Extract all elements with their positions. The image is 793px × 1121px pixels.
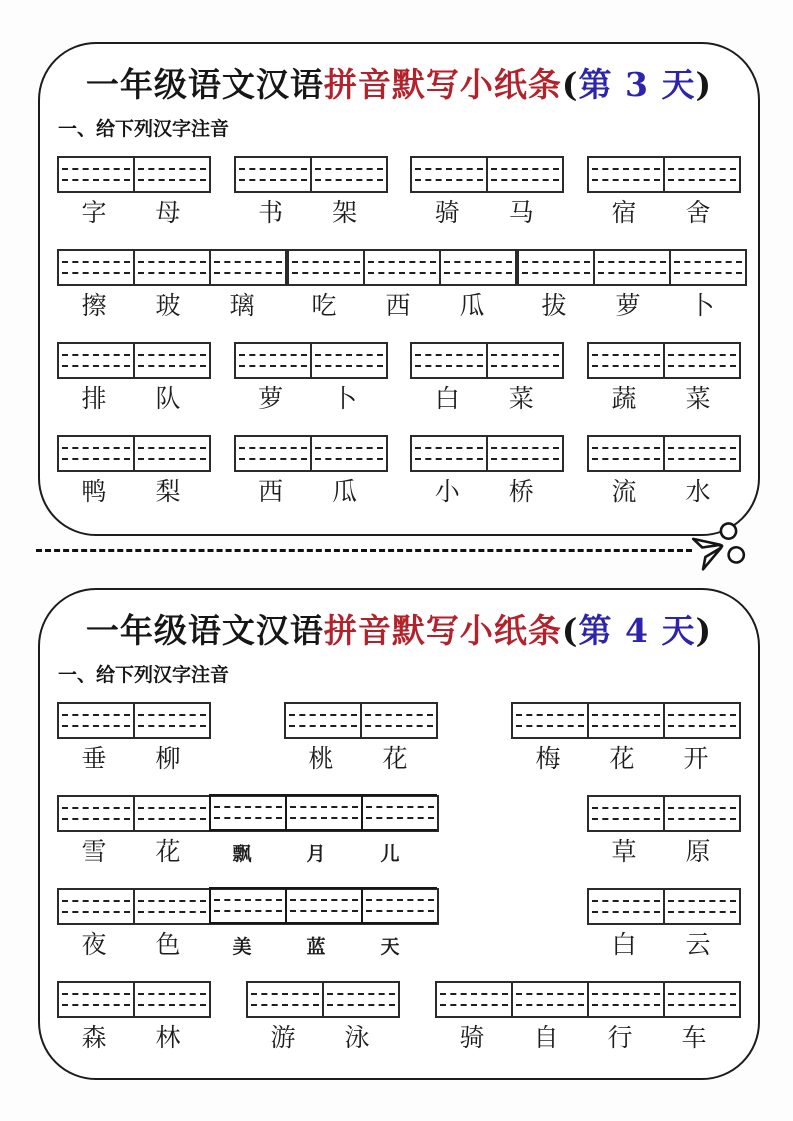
word-char: 白 (611, 930, 637, 960)
title-prefix: 一年级语文汉语 (85, 65, 324, 104)
pinyin-cell (360, 704, 436, 737)
word-char: 桃 (308, 744, 334, 774)
word-char: 瓜 (459, 291, 485, 321)
pinyin-cell (286, 704, 360, 737)
pinyin-cell (133, 704, 209, 737)
pinyin-box (57, 702, 211, 739)
word-unit (511, 702, 741, 774)
word-chars (287, 291, 517, 321)
pinyin-box (234, 156, 388, 193)
pinyin-cell (412, 437, 486, 470)
word-char: 梅 (535, 744, 561, 774)
pinyin-cell (59, 983, 133, 1016)
pinyin-cell (133, 344, 209, 377)
word-char: 自 (533, 1023, 559, 1053)
pinyin-cell (133, 983, 209, 1016)
word-char: 白 (434, 384, 460, 414)
word-chars (587, 930, 741, 960)
pinyin-box (587, 342, 741, 379)
pinyin-cell (59, 704, 133, 737)
word-chars (234, 384, 388, 414)
pinyin-box (57, 981, 211, 1018)
title-day: 第 3 天 (578, 65, 696, 104)
slip-day-4 (38, 588, 760, 1080)
pinyin-cell (663, 797, 739, 830)
word-unit (287, 249, 517, 321)
slip-day-3 (38, 42, 760, 536)
title-paren-close: ) (695, 611, 713, 650)
word-char: 队 (155, 384, 181, 414)
word-char: 草 (611, 837, 637, 867)
word-char: 排 (81, 384, 107, 414)
pinyin-cell (236, 437, 310, 470)
word-char: 花 (382, 744, 408, 774)
word-char: 飘 (232, 843, 252, 866)
title-highlight: 拼音默写小纸条 (323, 65, 562, 104)
word-char: 鸭 (81, 477, 107, 507)
word-unit (57, 888, 439, 960)
pinyin-cell (285, 889, 361, 922)
word-char: 字 (81, 198, 107, 228)
pinyin-cell (486, 344, 562, 377)
title-paren-open: ( (561, 65, 579, 104)
word-char: 儿 (380, 843, 400, 866)
pinyin-cell (363, 251, 439, 284)
word-char: 柳 (155, 744, 181, 774)
word-chars (57, 837, 439, 867)
word-char: 美 (232, 936, 252, 959)
pinyin-cell (59, 797, 133, 830)
word-char: 吃 (311, 291, 337, 321)
word-char: 西 (385, 291, 411, 321)
word-char: 色 (155, 930, 181, 960)
pinyin-cell (587, 704, 663, 737)
pinyin-cell (59, 437, 133, 470)
pinyin-cell (236, 344, 310, 377)
word-char: 流 (611, 477, 637, 507)
word-chars (57, 930, 439, 960)
word-chars (587, 384, 741, 414)
word-char: 蔬 (611, 384, 637, 414)
word-char: 西 (258, 477, 284, 507)
word-unit (234, 156, 388, 228)
word-unit (410, 156, 564, 228)
title-day: 第 4 天 (578, 611, 696, 650)
word-unit (234, 435, 388, 507)
pinyin-box (234, 435, 388, 472)
pinyin-cell (663, 158, 739, 191)
word-chars (587, 198, 741, 228)
word-chars (234, 198, 388, 228)
pinyin-cell (486, 158, 562, 191)
pinyin-cell (519, 251, 593, 284)
cut-line (36, 549, 692, 552)
word-char: 游 (270, 1023, 296, 1053)
word-char: 蓝 (306, 936, 326, 959)
pinyin-cell (310, 158, 386, 191)
word-char: 萝 (615, 291, 641, 321)
word-chars (57, 198, 211, 228)
pinyin-box (287, 249, 517, 286)
word-chars (57, 477, 211, 507)
word-char: 花 (609, 744, 635, 774)
pinyin-cell (133, 251, 209, 284)
word-char: 森 (81, 1023, 107, 1053)
word-char: 卜 (332, 384, 358, 414)
word-unit (57, 981, 211, 1053)
word-char: 垂 (81, 744, 107, 774)
word-chars (410, 384, 564, 414)
word-unit (57, 435, 211, 507)
word-unit (57, 156, 211, 228)
word-unit (587, 435, 741, 507)
pinyin-row (57, 888, 741, 960)
word-chars (517, 291, 747, 321)
word-unit (57, 702, 211, 774)
word-unit (587, 156, 741, 228)
word-chars (587, 477, 741, 507)
pinyin-cell (59, 251, 133, 284)
pinyin-cell (486, 437, 562, 470)
pinyin-box (410, 342, 564, 379)
word-char: 骑 (459, 1023, 485, 1053)
pinyin-cell (412, 158, 486, 191)
pinyin-box (234, 342, 388, 379)
pinyin-cell (59, 890, 133, 923)
pinyin-cell (587, 983, 663, 1016)
word-char: 拔 (541, 291, 567, 321)
word-char: 云 (685, 930, 711, 960)
word-unit (517, 249, 747, 321)
word-char: 瓜 (332, 477, 358, 507)
pinyin-cell (209, 796, 285, 829)
pinyin-cell (412, 344, 486, 377)
pinyin-box (587, 435, 741, 472)
pinyin-box (284, 702, 438, 739)
word-char: 月 (306, 843, 326, 866)
word-char: 车 (681, 1023, 707, 1053)
word-unit (587, 888, 741, 960)
word-unit (410, 435, 564, 507)
section-title (40, 64, 758, 105)
pinyin-cell (289, 251, 363, 284)
pinyin-box (435, 981, 741, 1018)
pinyin-cell (593, 251, 669, 284)
word-char: 行 (607, 1023, 633, 1053)
word-char: 桥 (508, 477, 534, 507)
pinyin-cell (437, 983, 511, 1016)
word-char: 开 (683, 744, 709, 774)
word-char: 夜 (81, 930, 107, 960)
word-chars (435, 1023, 741, 1053)
pinyin-box (57, 342, 211, 379)
word-unit (57, 342, 211, 414)
pinyin-cell (669, 251, 745, 284)
word-char: 萝 (258, 384, 284, 414)
title-highlight: 拼音默写小纸条 (323, 611, 562, 650)
word-char: 天 (380, 936, 400, 959)
section-subtitle: 一、给下列汉字注音 (58, 118, 230, 141)
pinyin-cell (248, 983, 322, 1016)
word-char: 母 (155, 198, 181, 228)
pinyin-box (57, 156, 211, 193)
word-chars (284, 744, 438, 774)
word-char: 书 (258, 198, 284, 228)
word-char: 菜 (508, 384, 534, 414)
pinyin-row (57, 156, 741, 228)
word-char: 花 (155, 837, 181, 867)
pinyin-row (57, 795, 741, 867)
word-unit (246, 981, 400, 1053)
pinyin-cell (133, 890, 209, 923)
word-chars (234, 477, 388, 507)
pinyin-box (410, 435, 564, 472)
word-char: 梨 (155, 477, 181, 507)
word-char: 菜 (685, 384, 711, 414)
word-chars (57, 291, 287, 321)
pinyin-box (587, 888, 741, 925)
word-char: 舍 (685, 198, 711, 228)
word-char: 马 (508, 198, 534, 228)
section-subtitle: 一、给下列汉字注音 (58, 664, 230, 687)
pinyin-cell (59, 344, 133, 377)
word-chars (511, 744, 741, 774)
word-unit (57, 249, 287, 321)
pinyin-row (57, 342, 741, 414)
pinyin-cell (209, 889, 285, 922)
pinyin-cell (663, 704, 739, 737)
word-chars (57, 744, 211, 774)
pinyin-cell (209, 251, 285, 284)
pinyin-cell (589, 158, 663, 191)
pinyin-cell (310, 344, 386, 377)
pinyin-cell (361, 796, 437, 829)
pinyin-row (57, 702, 741, 774)
title-prefix: 一年级语文汉语 (85, 611, 324, 650)
pinyin-box (410, 156, 564, 193)
pinyin-box (57, 435, 211, 472)
word-char: 林 (155, 1023, 181, 1053)
pinyin-box (511, 702, 741, 739)
word-char: 卜 (689, 291, 715, 321)
word-unit (435, 981, 741, 1053)
pinyin-row (57, 249, 741, 321)
pinyin-box (587, 795, 741, 832)
title-paren-open: ( (561, 611, 579, 650)
pinyin-row (57, 435, 741, 507)
word-chars (246, 1023, 400, 1053)
word-chars (57, 384, 211, 414)
pinyin-cell (589, 437, 663, 470)
pinyin-cell (361, 889, 437, 922)
pinyin-box (517, 249, 747, 286)
section-title (40, 610, 758, 651)
title-paren-close: ) (695, 65, 713, 104)
pinyin-cell (59, 158, 133, 191)
pinyin-cell (439, 251, 515, 284)
rows-container (40, 687, 758, 1053)
word-char: 璃 (229, 291, 255, 321)
pinyin-box (57, 795, 439, 832)
pinyin-box (57, 888, 439, 925)
word-unit (410, 342, 564, 414)
pinyin-cell (285, 796, 361, 829)
word-chars (57, 1023, 211, 1053)
pinyin-cell (133, 797, 209, 830)
pinyin-cell (589, 797, 663, 830)
pinyin-cell (133, 158, 209, 191)
word-unit (57, 795, 439, 867)
word-char: 水 (685, 477, 711, 507)
word-char: 小 (434, 477, 460, 507)
pinyin-cell (133, 437, 209, 470)
pinyin-box (246, 981, 400, 1018)
word-char: 玻 (155, 291, 181, 321)
word-unit (587, 795, 741, 867)
pinyin-cell (663, 437, 739, 470)
word-char: 泳 (344, 1023, 370, 1053)
word-chars (587, 837, 741, 867)
word-chars (410, 198, 564, 228)
pinyin-box (587, 156, 741, 193)
word-char: 擦 (81, 291, 107, 321)
pinyin-cell (663, 890, 739, 923)
rows-container (40, 141, 758, 507)
pinyin-cell (322, 983, 398, 1016)
word-unit (234, 342, 388, 414)
pinyin-cell (236, 158, 310, 191)
pinyin-cell (663, 344, 739, 377)
word-char: 骑 (434, 198, 460, 228)
pinyin-cell (511, 983, 587, 1016)
pinyin-cell (310, 437, 386, 470)
word-char: 架 (332, 198, 358, 228)
pinyin-row (57, 981, 741, 1053)
word-char: 雪 (81, 837, 107, 867)
word-chars (410, 477, 564, 507)
pinyin-cell (663, 983, 739, 1016)
pinyin-cell (589, 344, 663, 377)
word-char: 宿 (611, 198, 637, 228)
pinyin-cell (589, 890, 663, 923)
word-unit (284, 702, 438, 774)
word-unit (587, 342, 741, 414)
pinyin-box (57, 249, 287, 286)
pinyin-cell (513, 704, 587, 737)
word-char: 原 (685, 837, 711, 867)
